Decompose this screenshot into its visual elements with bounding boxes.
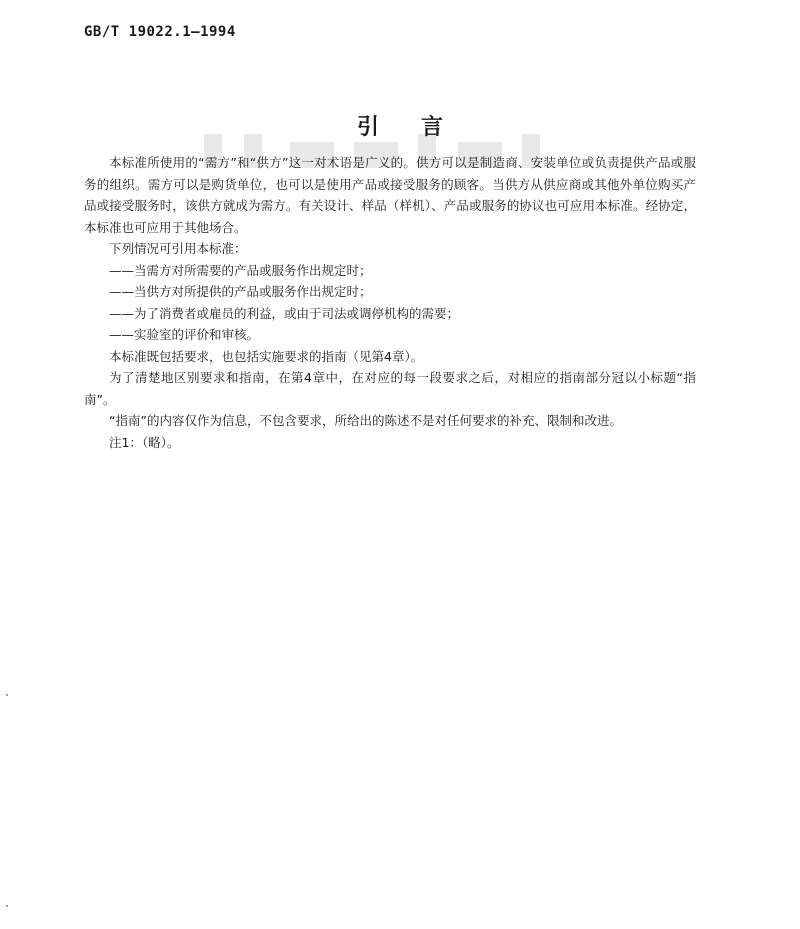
- scope-paragraph: 本标准既包括要求，也包括实施要求的指南（见第4章）。: [109, 348, 424, 364]
- intro-paragraph: 本标准所使用的“需方”和“供方”这一对术语是广义的。供方可以是制造商、安装单位或负责提供产品或服务的组织。需方可以是购货单位，也可以是使用产品或接受服务的顾客。当供方从供应商或其他外单位购买产品或接受服务时，该供方就成为需方。有关设计、样品（样机）、产品或服务的协议也可应用本标准。经协定，本标准也可应用于其他场合。: [84, 155, 696, 235]
- scan-mark: [6, 905, 8, 907]
- note-1: 注1：（略）。: [109, 434, 180, 450]
- introduction-body: [84, 152, 696, 453]
- list-item: ——实验室的评价和审核。: [109, 327, 260, 342]
- applicability-intro: 下列情况可引用本标准：: [109, 241, 247, 256]
- scan-mark: [6, 694, 8, 696]
- list-item: ——为了消费者或雇员的利益，或由于司法或调停机构的需要；: [109, 305, 460, 321]
- standard-number: GB/T 19022.1—1994: [84, 24, 236, 40]
- guidance-note-paragraph: “指南”的内容仅作为信息，不包含要求，所给出的陈述不是对任何要求的补充、限制和改进。: [109, 413, 622, 428]
- list-item: ——当供方对所提供的产品或服务作出规定时；: [109, 284, 372, 299]
- guidance-paragraph: 为了清楚地区别要求和指南，在第4章中，在对应的每一段要求之后，对相应的指南部分冠以小标题“指南”。: [84, 370, 696, 407]
- page-title: 引言: [356, 114, 485, 140]
- list-item: ——当需方对所需要的产品或服务作出规定时；: [109, 262, 372, 278]
